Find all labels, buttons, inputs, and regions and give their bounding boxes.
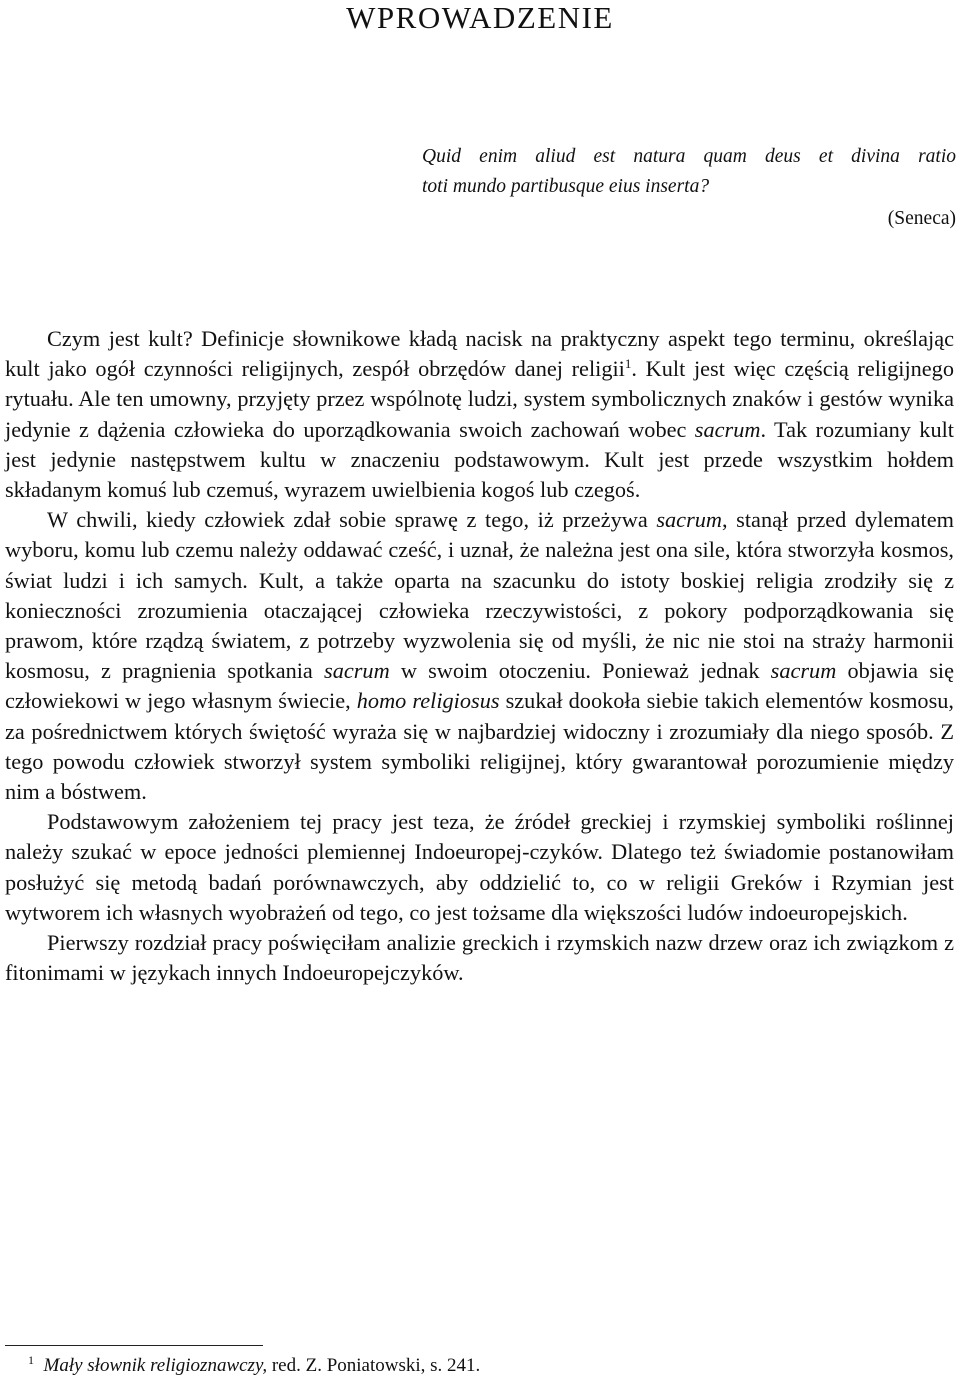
footnote-marker: 1 bbox=[624, 356, 632, 372]
paragraph-1-text-b: . Kult jest więc częścią religijnego rytuału. Ale ten umowny, przyjęty przez wspólnotę ludzi, system symbolicznych znaków i gestów wynika jedynie z dążenia człowieka do uporządkowania swoich zachowań wobec bbox=[5, 356, 954, 442]
motto bbox=[422, 142, 956, 202]
footnote-source-title: Mały słownik religioznawczy, bbox=[43, 1355, 268, 1376]
paragraph-2 bbox=[5, 505, 954, 807]
body-text bbox=[5, 324, 954, 988]
paragraph-4: Pierwszy rozdział pracy poświęciłam analizie greckich i rzymskich nazw drzew oraz ich związkom z fitonimami w językach innych Indoeuropejczyków. bbox=[5, 930, 954, 986]
chapter-title: WPROWADZENIE bbox=[346, 0, 614, 35]
paragraph-2-text-a: W chwili, kiedy człowiek zdał sobie sprawę z tego, iż przeżywa bbox=[47, 507, 657, 533]
footnote-number: 1 bbox=[28, 1353, 34, 1367]
paragraph-3: Podstawowym założeniem tej pracy jest teza, że źródeł greckiej i rzymskiej symboliki roślinnej należy szukać w epoce jedności plemiennej Indoeuropej-czyków. Dlatego też świadomie postanowiłam posłużyć się metodą badań porównawczych, aby oddzielić to, co w religii Greków i Rzymian jest wytworem ich własnych wyobrażeń od tego, co jest tożsame dla większości ludów indoeuropejskich. bbox=[5, 809, 954, 925]
paragraph-1-text-a: Czym jest kult? Definicje słownikowe kładą nacisk na praktyczny aspekt tego terminu, określając kult jako ogół czynności religijnych, zespół obrzędów danej religii bbox=[5, 326, 954, 382]
footnote-divider bbox=[5, 1345, 263, 1346]
paragraph-2-text-e: szukał dookoła siebie takich elementów kosmosu, za pośrednictwem których świętość wyraża się w najbardziej widoczny i zrozumiały dla niego sposób. Z tego powodu człowiek stworzył system symboliki religijnej, który gwarantował porozumienie między nim a bóstwem. bbox=[5, 688, 954, 805]
term-sacrum: sacrum bbox=[324, 658, 390, 684]
footnote bbox=[28, 1352, 480, 1380]
paragraph-1 bbox=[5, 324, 954, 505]
term-sacrum: sacrum bbox=[770, 658, 837, 684]
paragraph-2-text-b: , stanął przed dylematem wyboru, komu lub czemu należy oddawać cześć, i uznał, że należna jest ona sile, która stworzyła kosmos, świat ludzi i ich samych. Kult, a także oparta na szacunku do istoty boskiej religia zrodziły się z konieczności zrozumienia otaczającej człowieka rzeczywistości, z pokory podporządkowania się prawom, które rządzą światem, z potrzeby wyzwolenia się od myśli, że nic nie stoi na straży harmonii kosmosu, z pragnienia spotkania bbox=[5, 507, 954, 684]
motto-line-1: Quid enim aliud est natura quam deus et divina ratio bbox=[422, 146, 956, 167]
term-sacrum: sacrum bbox=[694, 416, 761, 442]
footnote-source-details: red. Z. Poniatowski, s. 241. bbox=[267, 1355, 481, 1376]
term-sacrum: sacrum bbox=[656, 507, 722, 533]
paragraph-2-text-c: w swoim otoczeniu. Ponieważ jednak bbox=[389, 658, 771, 684]
motto-author: (Seneca) bbox=[887, 208, 956, 229]
paragraph-1-text-c: . Tak rozumiany kult jest jedynie następstwem kultu w znaczeniu podstawowym. Kult jest przede wszystkim hołdem składanym komuś lub czemuś, wyrazem uwielbienia kogoś lub czegoś. bbox=[5, 416, 954, 503]
motto-line-2: toti mundo partibusque eius inserta? bbox=[422, 176, 710, 197]
paragraph-2-text-d: objawia się człowiekowi w jego własnym świecie, bbox=[5, 658, 954, 714]
term-homo-religiosus: homo religiosus bbox=[356, 688, 500, 714]
